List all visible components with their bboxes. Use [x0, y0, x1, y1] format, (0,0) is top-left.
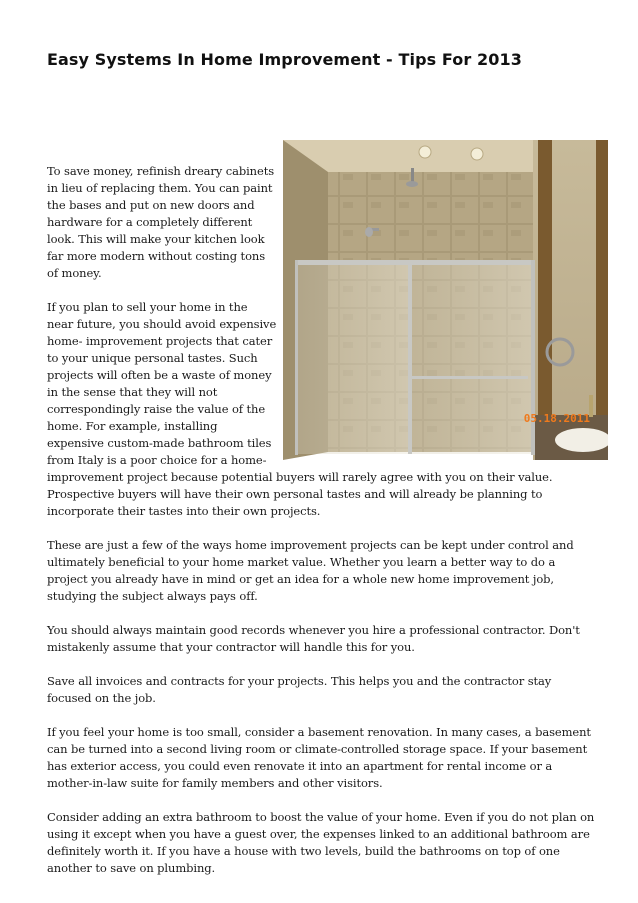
page-title: Easy Systems In Home Improvement - Tips For 2013 [47, 50, 522, 69]
article-body [47, 163, 596, 894]
paragraph-1: To save money, refinish dreary cabinets in lieu of replacing them. You can paint the bases and put on new doors and hardware for a completely different look. This will make your kitchen look far more modern without costing tons of money. [47, 164, 275, 280]
photo-date-stamp: 05.18.2011 [523, 412, 590, 425]
paragraph-4: You should always maintain good records whenever you hire a professional contractor. Don't mistakenly assume that your contractor will handle this for you. [47, 623, 580, 654]
paragraph-3: These are just a few of the ways home improvement projects can be kept under control and ultimately beneficial to your home market value. Whether you learn a better way to do a project you already have in mind or get an idea for a whole new home improvement job, studying the subject always pays off. [47, 538, 574, 603]
paragraph-2: If you plan to sell your home in the near future, you should avoid expensive home- improvement projects that cater to your unique personal tastes. Such projects will often be a waste of money in the sense that they will not correspondingly raise the value of the home. For example, installing expensive custom-made bathroom tiles from Italy is a poor choice for a home-improvement project because potential buyers will rarely agree with you on their value. Prospective buyers will have their own personal tastes and will already be planning to incorporate their tastes into their own projects. [47, 300, 553, 518]
paragraph-5: Save all invoices and contracts for your projects. This helps you and the contractor stay focused on the job. [47, 674, 552, 705]
paragraph-6: If you feel your home is too small, consider a basement renovation. In many cases, a basement can be turned into a second living room or climate-controlled storage space. If your basement has exterior access, you could even renovate it into an apartment for rental income or a mother-in-law suite for family members and other visitors. [47, 725, 591, 790]
paragraph-7: Consider adding an extra bathroom to boost the value of your home. Even if you do not plan on using it except when you have a guest over, the expenses linked to an additional bathroom are definitely worth it. If you have a house with two levels, build the bathrooms on top of one another to save on plumbing. [47, 810, 595, 875]
shower-photo [283, 140, 608, 460]
